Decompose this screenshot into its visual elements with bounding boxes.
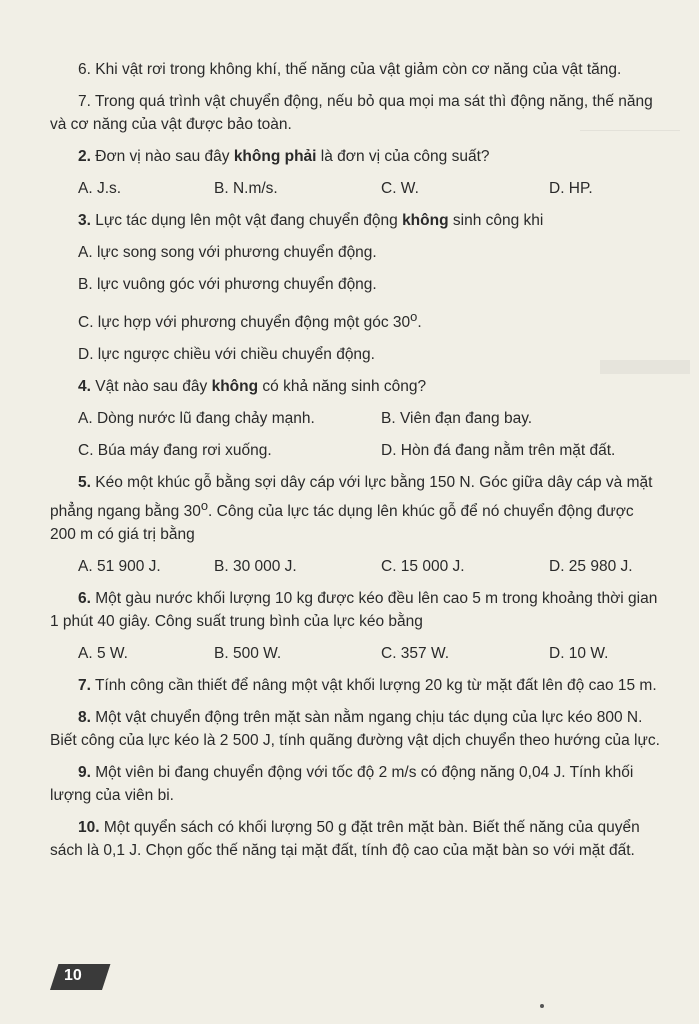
option-b: B. N.m/s. — [214, 180, 278, 197]
question-text: sinh công khi — [452, 212, 544, 229]
page-number-tab — [50, 964, 114, 990]
option-d: D. Hòn đá đang nằm trên mặt đất. — [381, 442, 616, 460]
option-a: A. J.s. — [78, 180, 122, 197]
question-text: Một viên bi đang chuyển động với tốc độ 2 m/s có động năng 0,04 J. Tính khối lượng của viên bi. — [50, 764, 634, 805]
option-b: B. Viên đạn đang bay. — [381, 410, 533, 428]
option-c: C. W. — [381, 180, 419, 197]
question-6 — [50, 587, 662, 633]
question-7 — [50, 674, 662, 697]
options-q4-row1 — [50, 407, 662, 430]
question-text: Lực tác dụng lên một vật đang chuyển động — [95, 212, 398, 229]
statement-7: 7. Trong quá trình vật chuyển động, nếu bỏ qua mọi ma sát thì động năng, thế năng và cơ năng của vật được bảo toàn. — [50, 93, 653, 133]
question-number: 4. — [78, 378, 91, 396]
question-text: là đơn vị của công suất? — [320, 148, 490, 165]
option-b: B. 30 000 J. — [214, 558, 297, 576]
option-d: D. HP. — [549, 180, 593, 197]
question-4 — [50, 375, 662, 398]
question-8 — [50, 706, 662, 752]
degree-sup: o — [200, 498, 209, 514]
question-text: . Công của lực tác dụng lên khúc gỗ để nó chuyển động được 200 m có giá trị bằng — [50, 503, 634, 544]
page-number: 10 — [64, 967, 82, 984]
question-text: Tính công cần thiết để nâng một vật khối lượng 20 kg từ mặt đất lên độ cao 15 m. — [94, 677, 657, 695]
option-a: A. Dòng nước lũ đang chảy mạnh. — [78, 410, 315, 428]
option-c: C. 15 000 J. — [381, 558, 465, 576]
question-2 — [50, 145, 662, 168]
option-a: A. 51 900 J. — [78, 558, 161, 576]
option-d: D. lực ngược chiều với chiều chuyển động. — [78, 346, 375, 364]
option-a: A. lực song song với phương chuyển động. — [78, 244, 377, 261]
question-10 — [50, 816, 662, 862]
option-d: D. 25 980 J. — [549, 558, 633, 576]
degree-sup: o — [410, 309, 418, 324]
question-number: 7. — [78, 677, 91, 695]
statement-6: 6. Khi vật rơi trong không khí, thế năng của vật giảm còn cơ năng của vật tăng. — [78, 61, 622, 78]
question-text: Một vật chuyển động trên mặt sàn nằm ngang chịu tác dụng của lực kéo 800 N. Biết công của lực kéo là 2 500 J, tính quãng đường vật dịch chuyển theo hướng của lực. — [50, 709, 660, 750]
question-number: 6. — [78, 590, 91, 608]
option-a: A. 5 W. — [78, 645, 128, 663]
option-b: B. 500 W. — [214, 645, 282, 663]
question-number: 3. — [78, 212, 91, 229]
question-number: 9. — [78, 764, 91, 782]
question-5 — [50, 471, 662, 546]
options-q5 — [50, 555, 662, 578]
option-c — [50, 305, 662, 334]
question-text: Vật nào sau đây — [95, 378, 208, 396]
options-q4-row2 — [50, 439, 662, 462]
question-text: Đơn vị nào sau đây — [95, 148, 230, 165]
question-emphasis: không phải — [233, 148, 317, 165]
option-b: B. lực vuông góc với phương chuyển động. — [78, 276, 377, 293]
question-number: 5. — [78, 474, 91, 492]
question-3 — [50, 209, 662, 232]
option-d: D. 10 W. — [549, 645, 609, 663]
question-text: có khả năng sinh công? — [262, 378, 427, 396]
speck-mark — [540, 1004, 544, 1008]
question-emphasis: không — [402, 212, 449, 229]
question-number: 10. — [78, 819, 100, 837]
question-text: Một gàu nước khối lượng 10 kg được kéo đều lên cao 5 m trong khoảng thời gian 1 phút 40 giây. Công suất trung bình của lực kéo bằng — [50, 590, 658, 631]
question-emphasis: không — [211, 378, 259, 396]
options-q2 — [50, 177, 662, 200]
options-q6 — [50, 642, 662, 665]
question-9 — [50, 761, 662, 807]
option-c: C. 357 W. — [381, 645, 450, 663]
option-c-text: C. lực hợp với phương chuyển động một góc 30 — [78, 314, 411, 332]
option-c: C. Búa máy đang rơi xuống. — [78, 442, 272, 460]
question-text: Kéo một khúc gỗ bằng sợi dây cáp với lực bằng 150 N. Góc giữa dây cáp và mặt phẳng ngang bằng 30 — [50, 474, 653, 521]
document-body — [50, 58, 662, 862]
question-text: Một quyển sách có khối lượng 50 g đặt trên mặt bàn. Biết thế năng của quyển sách là 0,1 J. Chọn gốc thế năng tại mặt đất, tính độ cao của mặt bàn so với mặt đất. — [50, 819, 640, 860]
question-number: 8. — [78, 709, 91, 727]
option-c-end: . — [417, 314, 422, 332]
question-number: 2. — [78, 148, 91, 165]
